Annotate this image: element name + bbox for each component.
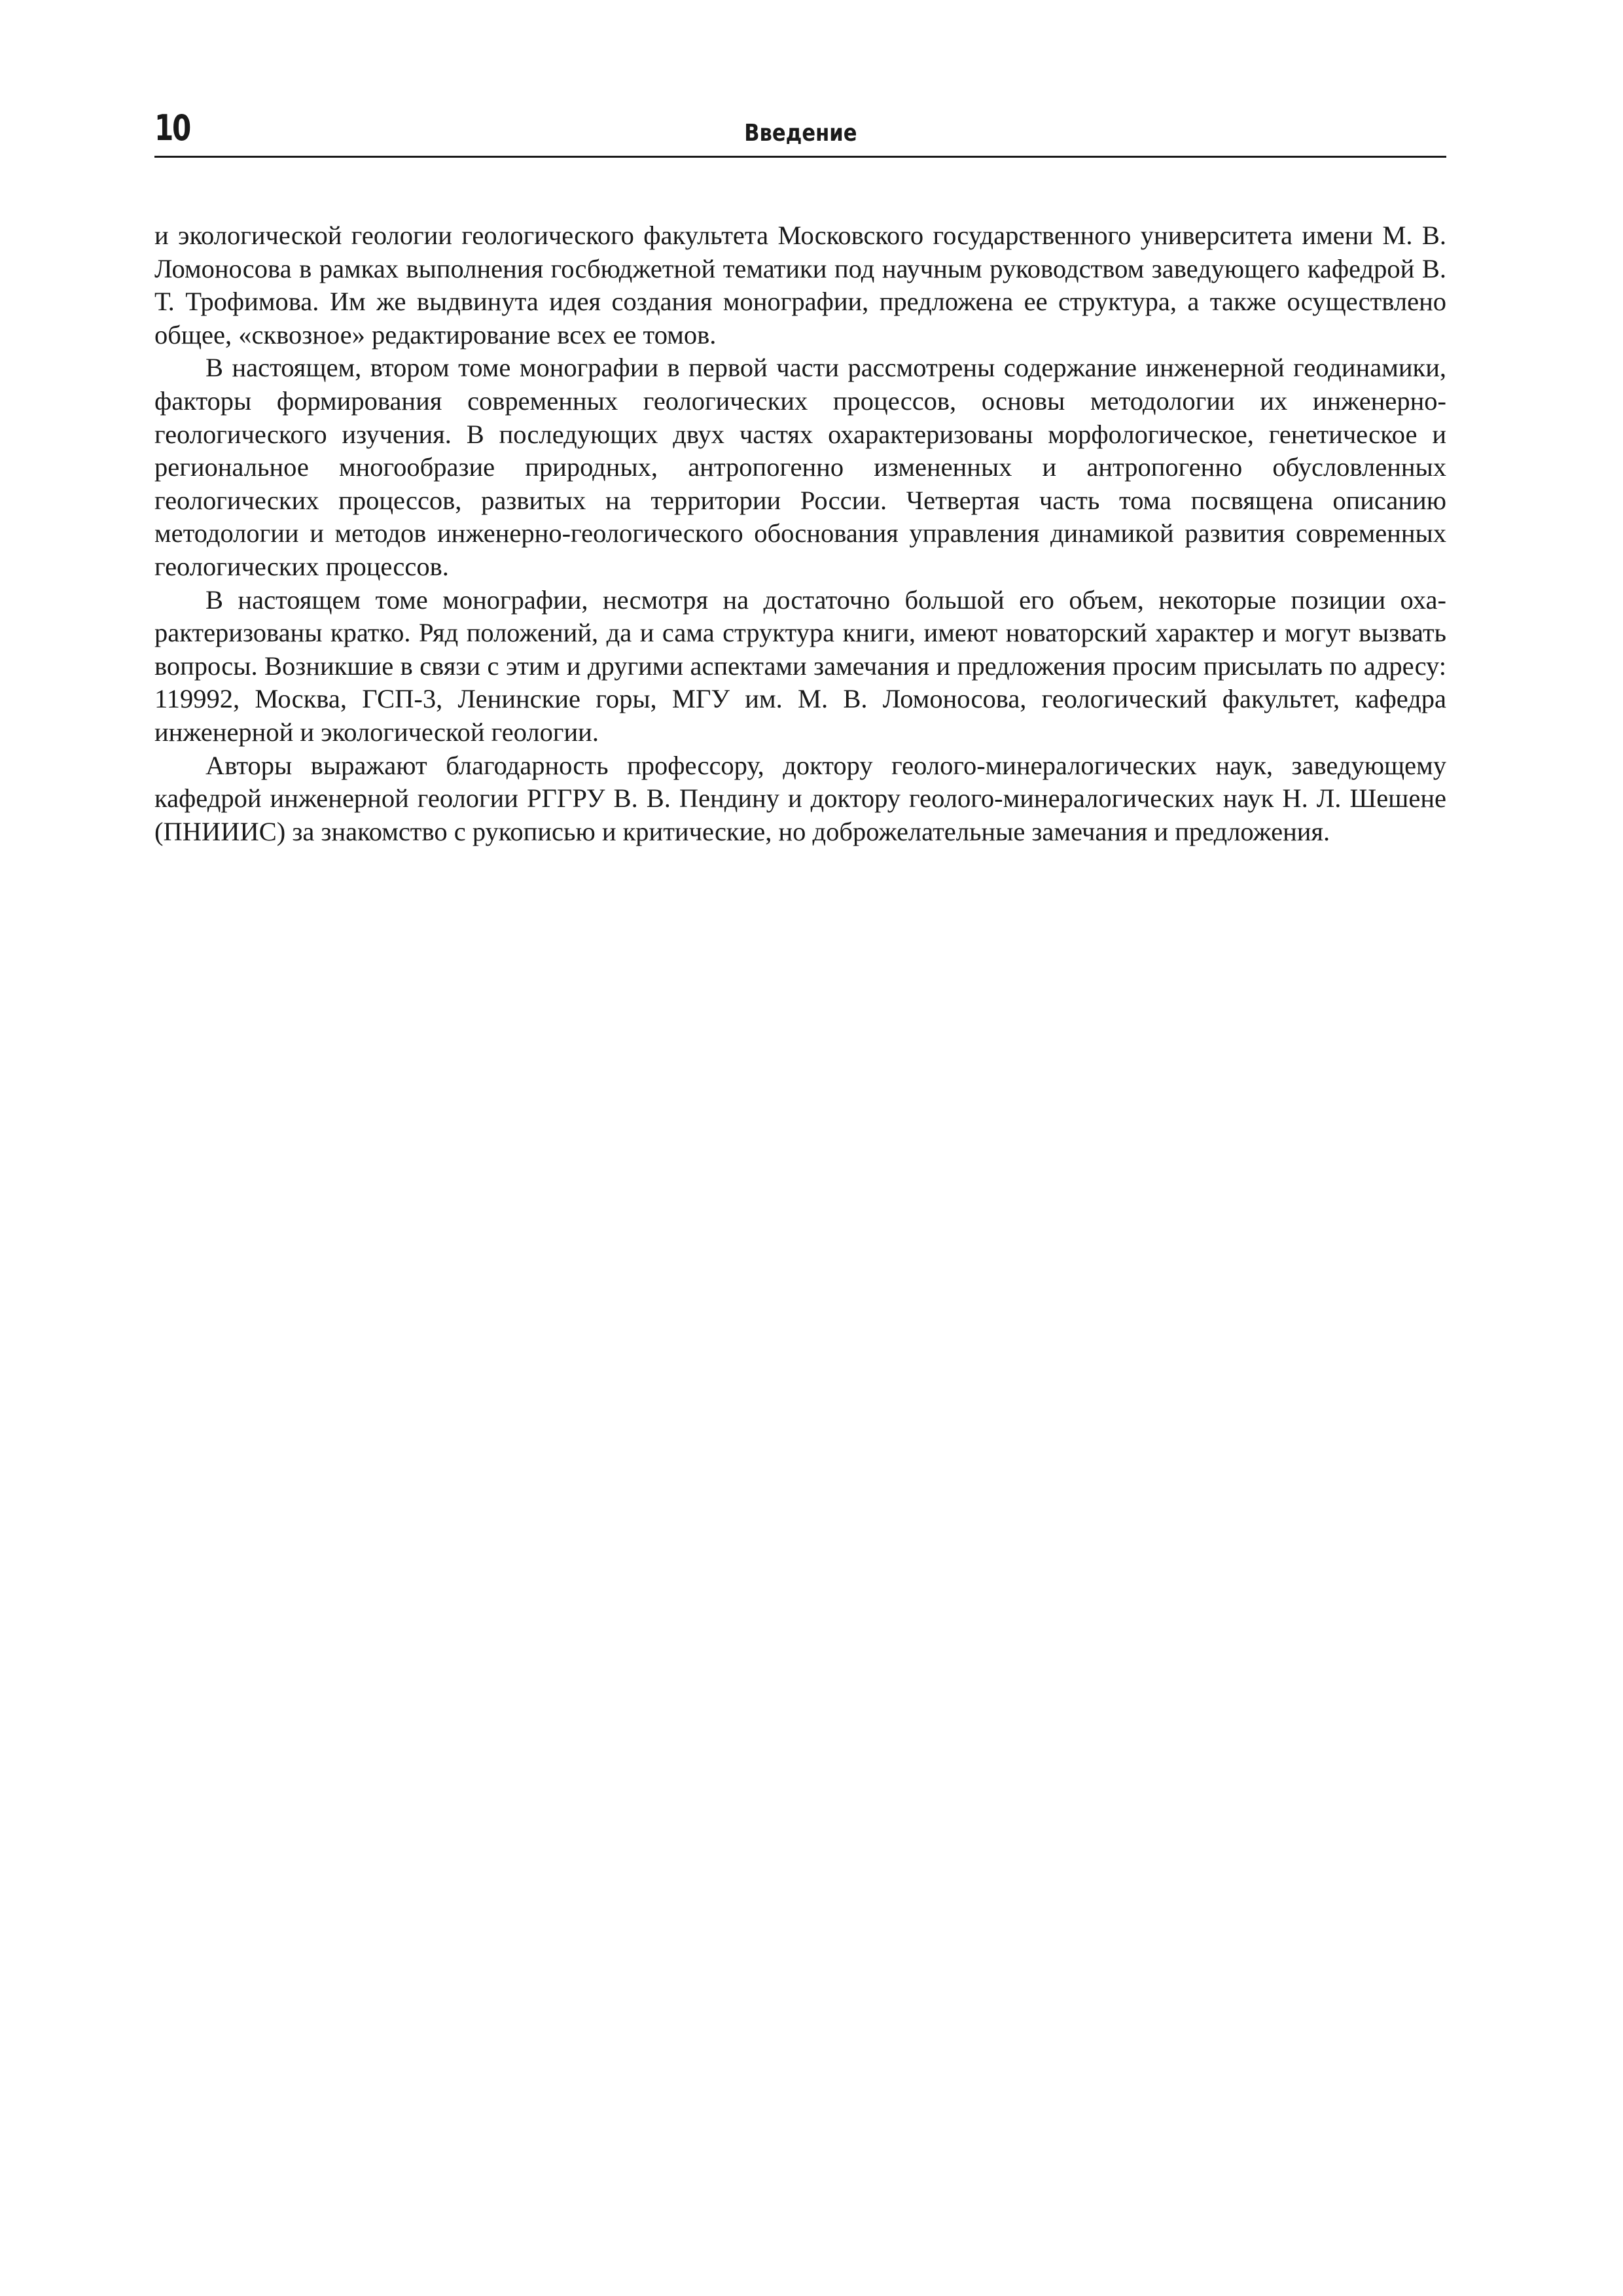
paragraph: Авторы выражают благодарность профессору, доктору геолого-минералогических наук, заведующему кафедрой инженерной геологии РГГРУ В. В. Пендину и доктору геолого-минералогических наук Н. Л. Шешене (ПНИИИС) за знакомство с рукописью и критические, но доброжелательные замечания и предложения. xyxy=(154,750,1446,846)
page xyxy=(154,105,1446,848)
section-title-text: Введение xyxy=(743,120,857,147)
running-head xyxy=(154,105,1446,158)
paragraph: В настоящем, втором томе монографии в первой части рассмотрены содержание инженерной геодинамики, факторы формирования современных геологических процессов, основы методологии их инженерно-геологического изучения. В последующих двух частях охарактеризованы морфологическое, генетическое и региональное многообразие природных, антропогенно измененных и антропогенно обусловленных геологических процессов, развитых на территории России. Четвертая часть тома посвящена описанию методологии и методов инженерно-геологического обоснования управления динамикой развития современных геологических процессов. xyxy=(154,353,1446,581)
body-text xyxy=(154,219,1446,848)
section-title xyxy=(154,119,1446,148)
page-number: 10 xyxy=(154,107,190,149)
paragraph: В настоящем томе монографии, несмотря на достаточно большой его объем, некоторые позиции охарактеризованы кратко. Ряд положений, да и сама структура книги, имеют новаторский характер и могут вызвать вопросы. Возникшие в связи с этим и другими аспектами замечания и предложения просим присылать по адресу: 119992, Москва, ГСП-3, Ленинские горы, МГУ им. М. В. Ломоносова, геологический факультет, кафедра инженерной и экологической геологии. xyxy=(154,584,1446,747)
paragraph-continuation: и экологической геологии геологического факультета Московского государственного университета имени М. В. Ломоносова в рамках выполнения госбюджетной тематики под научным руководством заведующего кафедрой В. Т. Трофимова. Им же выдвинута идея создания монографии, предложена ее структура, а также осуществлено общее, «сквозное» редактирование всех ее томов. xyxy=(154,221,1446,350)
